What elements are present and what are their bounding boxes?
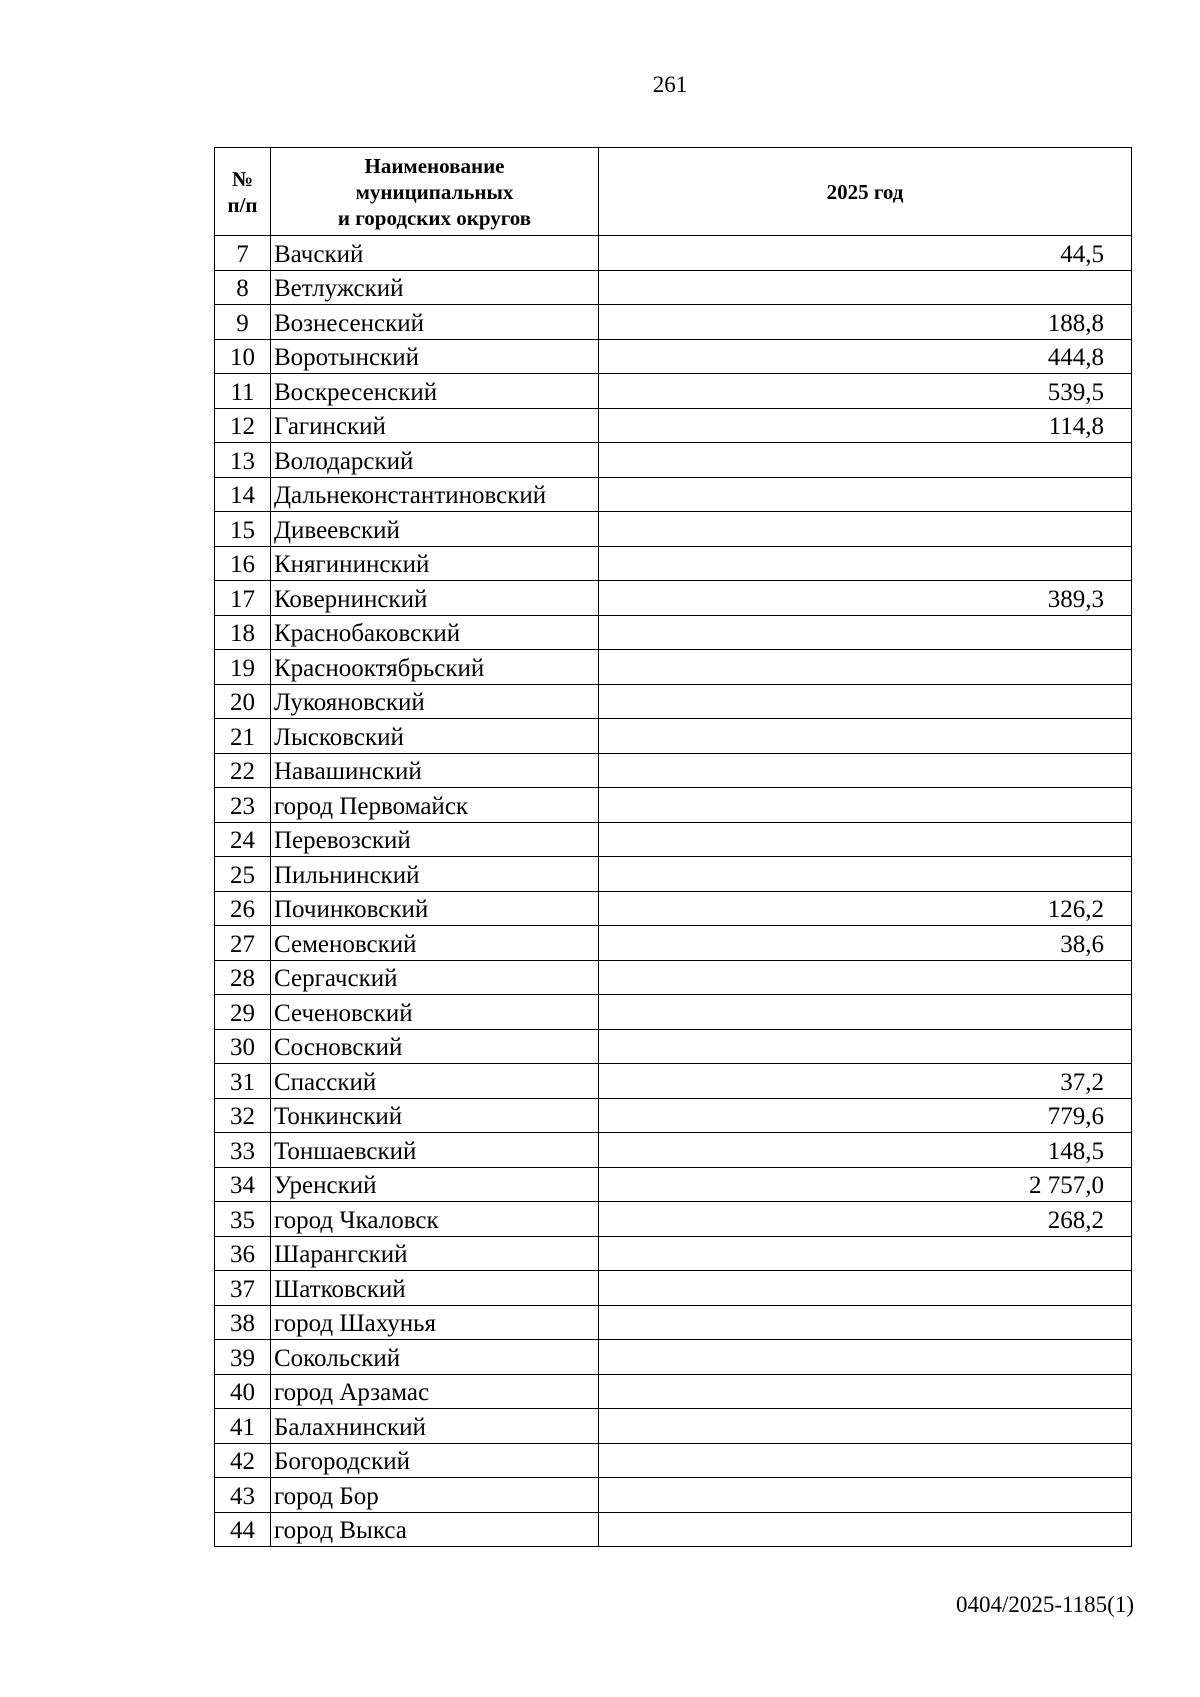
table-row xyxy=(215,443,1132,478)
row-name-cell: город Арзамас xyxy=(271,1374,599,1409)
row-number-cell: 8 xyxy=(215,270,271,305)
row-value-cell xyxy=(599,1374,1132,1409)
row-value-cell: 148,5 xyxy=(599,1133,1132,1168)
row-number-cell: 35 xyxy=(215,1202,271,1237)
row-value-cell xyxy=(599,1340,1132,1375)
row-name-cell: город Чкаловск xyxy=(271,1202,599,1237)
row-value-cell xyxy=(599,270,1132,305)
row-number-cell: 36 xyxy=(215,1236,271,1271)
row-name-cell: Семеновский xyxy=(271,926,599,961)
table-header-row xyxy=(215,148,1132,236)
row-number-cell: 24 xyxy=(215,822,271,857)
row-value-cell xyxy=(599,1271,1132,1306)
row-name-cell: город Шахунья xyxy=(271,1305,599,1340)
row-name-cell: Тоншаевский xyxy=(271,1133,599,1168)
row-number-cell: 15 xyxy=(215,512,271,547)
row-number-cell: 14 xyxy=(215,477,271,512)
row-number-cell: 31 xyxy=(215,1064,271,1099)
table-row xyxy=(215,753,1132,788)
row-name-cell: Тонкинский xyxy=(271,1098,599,1133)
table-row xyxy=(215,1409,1132,1444)
table-row xyxy=(215,1236,1132,1271)
row-name-cell: Сосновский xyxy=(271,1029,599,1064)
row-value-cell: 114,8 xyxy=(599,408,1132,443)
row-name-cell: Ковернинский xyxy=(271,581,599,616)
row-value-cell xyxy=(599,1305,1132,1340)
row-value-cell xyxy=(599,1236,1132,1271)
table-row xyxy=(215,1202,1132,1237)
table-row xyxy=(215,1064,1132,1099)
document-code: 0404/2025-1185(1) xyxy=(955,1592,1134,1617)
table-row xyxy=(215,1374,1132,1409)
row-number-cell: 28 xyxy=(215,960,271,995)
row-name-cell: город Выкса xyxy=(271,1512,599,1547)
row-value-cell xyxy=(599,857,1132,892)
row-value-cell: 389,3 xyxy=(599,581,1132,616)
row-number-cell: 29 xyxy=(215,995,271,1030)
row-value-cell: 779,6 xyxy=(599,1098,1132,1133)
table-row xyxy=(215,236,1132,271)
row-name-cell: Дальнеконстантиновский xyxy=(271,477,599,512)
row-number-cell: 25 xyxy=(215,857,271,892)
row-name-cell: Лысковский xyxy=(271,719,599,754)
row-number-cell: 7 xyxy=(215,236,271,271)
table-row xyxy=(215,374,1132,409)
row-number-cell: 43 xyxy=(215,1478,271,1513)
row-number-cell: 10 xyxy=(215,339,271,374)
row-value-cell xyxy=(599,477,1132,512)
row-number-cell: 17 xyxy=(215,581,271,616)
row-number-cell: 38 xyxy=(215,1305,271,1340)
row-number-cell: 19 xyxy=(215,650,271,685)
row-name-cell: Краснобаковский xyxy=(271,615,599,650)
row-name-cell: Краснооктябрьский xyxy=(271,650,599,685)
table-row xyxy=(215,1133,1132,1168)
row-number-cell: 26 xyxy=(215,891,271,926)
table-row xyxy=(215,1478,1132,1513)
row-value-cell xyxy=(599,1443,1132,1478)
table-row xyxy=(215,995,1132,1030)
table-row xyxy=(215,891,1132,926)
row-number-cell: 41 xyxy=(215,1409,271,1444)
header-number xyxy=(215,148,271,236)
row-name-cell: Ветлужский xyxy=(271,270,599,305)
row-number-cell: 30 xyxy=(215,1029,271,1064)
row-name-cell: Уренский xyxy=(271,1167,599,1202)
row-value-cell xyxy=(599,615,1132,650)
row-value-cell xyxy=(599,1478,1132,1513)
row-value-cell: 444,8 xyxy=(599,339,1132,374)
row-name-cell: Княгининский xyxy=(271,546,599,581)
row-number-cell: 16 xyxy=(215,546,271,581)
table-row xyxy=(215,822,1132,857)
municipalities-table xyxy=(214,147,1132,1547)
table-body xyxy=(215,236,1132,1547)
table-row xyxy=(215,1443,1132,1478)
row-value-cell xyxy=(599,684,1132,719)
row-number-cell: 42 xyxy=(215,1443,271,1478)
table-row xyxy=(215,1167,1132,1202)
table-row xyxy=(215,305,1132,340)
row-name-cell: Лукояновский xyxy=(271,684,599,719)
table-row xyxy=(215,684,1132,719)
row-number-cell: 21 xyxy=(215,719,271,754)
row-value-cell xyxy=(599,995,1132,1030)
row-name-cell: Навашинский xyxy=(271,753,599,788)
page-number: 261 xyxy=(652,72,688,97)
row-value-cell: 539,5 xyxy=(599,374,1132,409)
row-value-cell xyxy=(599,1029,1132,1064)
row-number-cell: 32 xyxy=(215,1098,271,1133)
row-value-cell: 2 757,0 xyxy=(599,1167,1132,1202)
row-value-cell xyxy=(599,719,1132,754)
row-value-cell xyxy=(599,960,1132,995)
row-number-cell: 22 xyxy=(215,753,271,788)
table-row xyxy=(215,477,1132,512)
header-year xyxy=(599,148,1132,236)
row-name-cell: Богородский xyxy=(271,1443,599,1478)
row-number-cell: 20 xyxy=(215,684,271,719)
table-row xyxy=(215,581,1132,616)
row-number-cell: 33 xyxy=(215,1133,271,1168)
row-number-cell: 18 xyxy=(215,615,271,650)
row-name-cell: Сергачский xyxy=(271,960,599,995)
row-value-cell: 126,2 xyxy=(599,891,1132,926)
row-value-cell: 38,6 xyxy=(599,926,1132,961)
row-name-cell: Гагинский xyxy=(271,408,599,443)
table-row xyxy=(215,408,1132,443)
row-value-cell xyxy=(599,443,1132,478)
row-name-cell: Починковский xyxy=(271,891,599,926)
table-row xyxy=(215,719,1132,754)
row-name-cell: Воскресенский xyxy=(271,374,599,409)
row-number-cell: 40 xyxy=(215,1374,271,1409)
row-number-cell: 27 xyxy=(215,926,271,961)
row-number-cell: 23 xyxy=(215,788,271,823)
table-row xyxy=(215,615,1132,650)
row-number-cell: 39 xyxy=(215,1340,271,1375)
table-row xyxy=(215,1340,1132,1375)
row-value-cell xyxy=(599,1409,1132,1444)
header-year-text: 2025 год xyxy=(826,179,904,204)
table-row xyxy=(215,1098,1132,1133)
row-number-cell: 13 xyxy=(215,443,271,478)
row-name-cell: Перевозский xyxy=(271,822,599,857)
table-row xyxy=(215,960,1132,995)
table-row xyxy=(215,926,1132,961)
table-row xyxy=(215,1512,1132,1547)
table-row xyxy=(215,270,1132,305)
row-number-cell: 9 xyxy=(215,305,271,340)
row-value-cell: 37,2 xyxy=(599,1064,1132,1099)
row-name-cell: Шатковский xyxy=(271,1271,599,1306)
table-row xyxy=(215,546,1132,581)
row-number-cell: 44 xyxy=(215,1512,271,1547)
table-row xyxy=(215,339,1132,374)
row-number-cell: 12 xyxy=(215,408,271,443)
row-name-cell: Дивеевский xyxy=(271,512,599,547)
header-name xyxy=(271,148,599,236)
row-name-cell: Вачский xyxy=(271,236,599,271)
row-value-cell xyxy=(599,753,1132,788)
row-number-cell: 37 xyxy=(215,1271,271,1306)
header-number-text: № п/п xyxy=(227,166,258,217)
table-row xyxy=(215,650,1132,685)
header-name-text: Наименование муниципальных и городских округов xyxy=(337,153,532,230)
row-value-cell xyxy=(599,546,1132,581)
row-name-cell: Володарский xyxy=(271,443,599,478)
row-number-cell: 11 xyxy=(215,374,271,409)
row-value-cell xyxy=(599,650,1132,685)
table-row xyxy=(215,512,1132,547)
row-name-cell: город Бор xyxy=(271,1478,599,1513)
table-row xyxy=(215,788,1132,823)
row-name-cell: Пильнинский xyxy=(271,857,599,892)
row-value-cell xyxy=(599,512,1132,547)
row-name-cell: Воротынский xyxy=(271,339,599,374)
row-name-cell: Шарангский xyxy=(271,1236,599,1271)
row-value-cell: 44,5 xyxy=(599,236,1132,271)
row-name-cell: город Первомайск xyxy=(271,788,599,823)
row-name-cell: Сокольский xyxy=(271,1340,599,1375)
table-row xyxy=(215,1029,1132,1064)
row-value-cell: 188,8 xyxy=(599,305,1132,340)
row-value-cell xyxy=(599,1512,1132,1547)
row-name-cell: Спасский xyxy=(271,1064,599,1099)
table-row xyxy=(215,1305,1132,1340)
row-value-cell xyxy=(599,822,1132,857)
row-value-cell: 268,2 xyxy=(599,1202,1132,1237)
row-value-cell xyxy=(599,788,1132,823)
row-name-cell: Вознесенский xyxy=(271,305,599,340)
row-number-cell: 34 xyxy=(215,1167,271,1202)
table-row xyxy=(215,1271,1132,1306)
row-name-cell: Сеченовский xyxy=(271,995,599,1030)
table-row xyxy=(215,857,1132,892)
row-name-cell: Балахнинский xyxy=(271,1409,599,1444)
